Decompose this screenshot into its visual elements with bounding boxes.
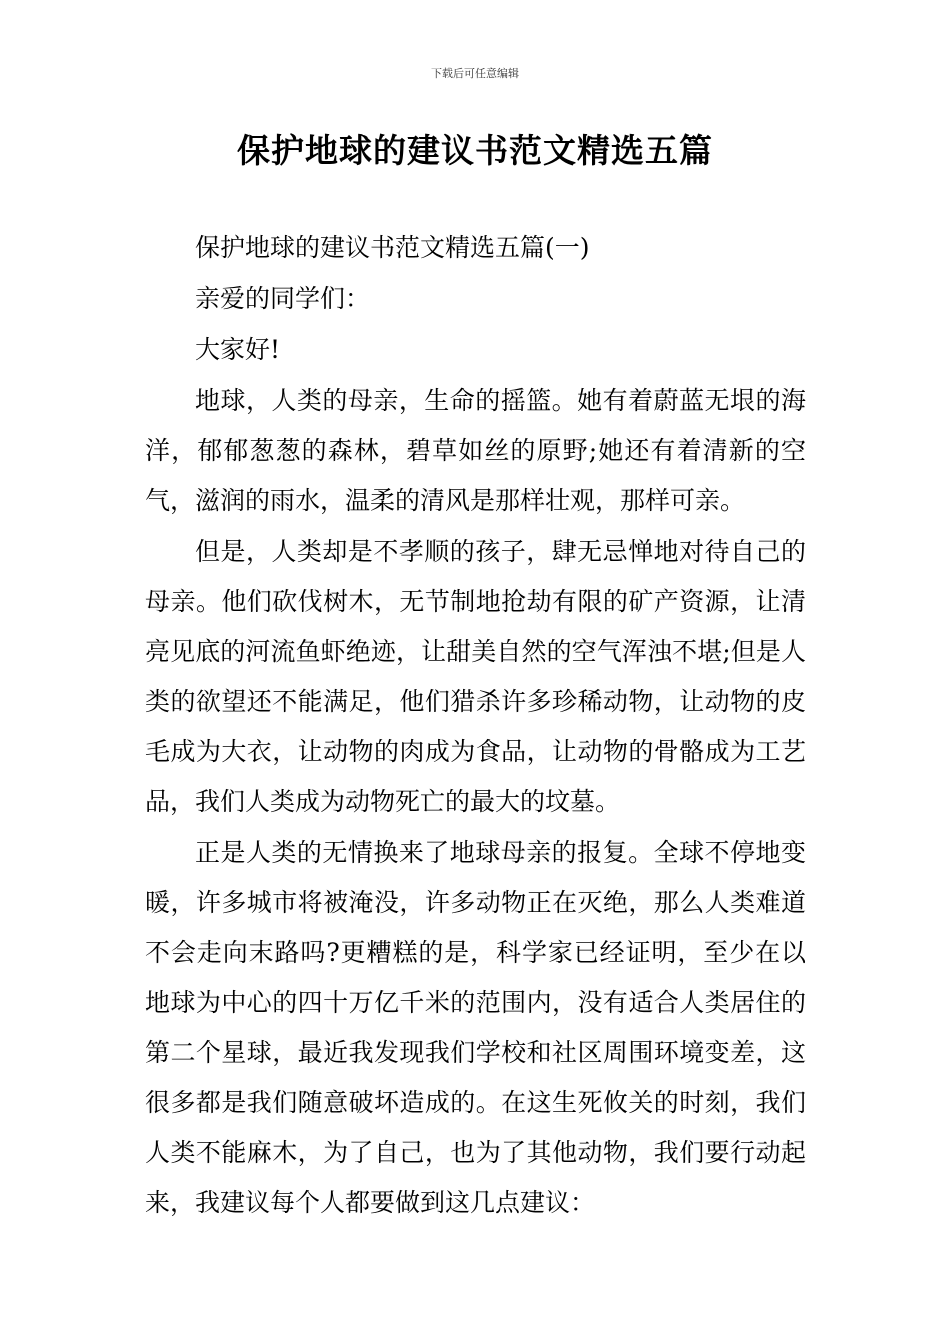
paragraph-subtitle: 保护地球的建议书范文精选五篇(一) [195, 233, 590, 262]
paragraph-human-damage: 但是，人类却是不孝顺的孩子，肆无忌惮地对待自己的母亲。他们砍伐树木，无节制地抢劫有限的矿产资源，让清亮见底的河流鱼虾绝迹，让甜美自然的空气浑浊不堪;但是人类的欲望还不能满足，他们猎杀许多珍稀动物，让动物的皮毛成为大衣，让动物的肉成为食品，让动物的骨骼成为工艺品，我们人类成为动物死亡的最大的坟墓。 [145, 537, 806, 816]
paragraph-greeting: 大家好! [195, 335, 281, 364]
document-title: 保护地球的建议书范文精选五篇 [237, 131, 713, 170]
document-body [145, 223, 806, 1229]
paragraph-earth-description: 地球，人类的母亲，生命的摇篮。她有着蔚蓝无垠的海洋，郁郁葱葱的森林，碧草如丝的原野;她还有着清新的空气，滋润的雨水，温柔的清风是那样壮观，那样可亲。 [145, 386, 806, 515]
paragraph-consequences: 正是人类的无情换来了地球母亲的报复。全球不停地变暖，许多城市将被淹没，许多动物正在灭绝，那么人类难道不会走向末路吗?更糟糕的是，科学家已经证明，至少在以地球为中心的四十万亿千米的范围内，没有适合人类居住的第二个星球，最近我发现我们学校和社区周围环境变差，这很多都是我们随意破坏造成的。在这生死攸关的时刻，我们人类不能麻木，为了自己，也为了其他动物，我们要行动起来，我建议每个人都要做到这几点建议： [145, 838, 806, 1217]
paragraph-salutation: 亲爱的同学们： [195, 284, 371, 313]
header-note: 下载后可任意编辑 [431, 67, 519, 80]
